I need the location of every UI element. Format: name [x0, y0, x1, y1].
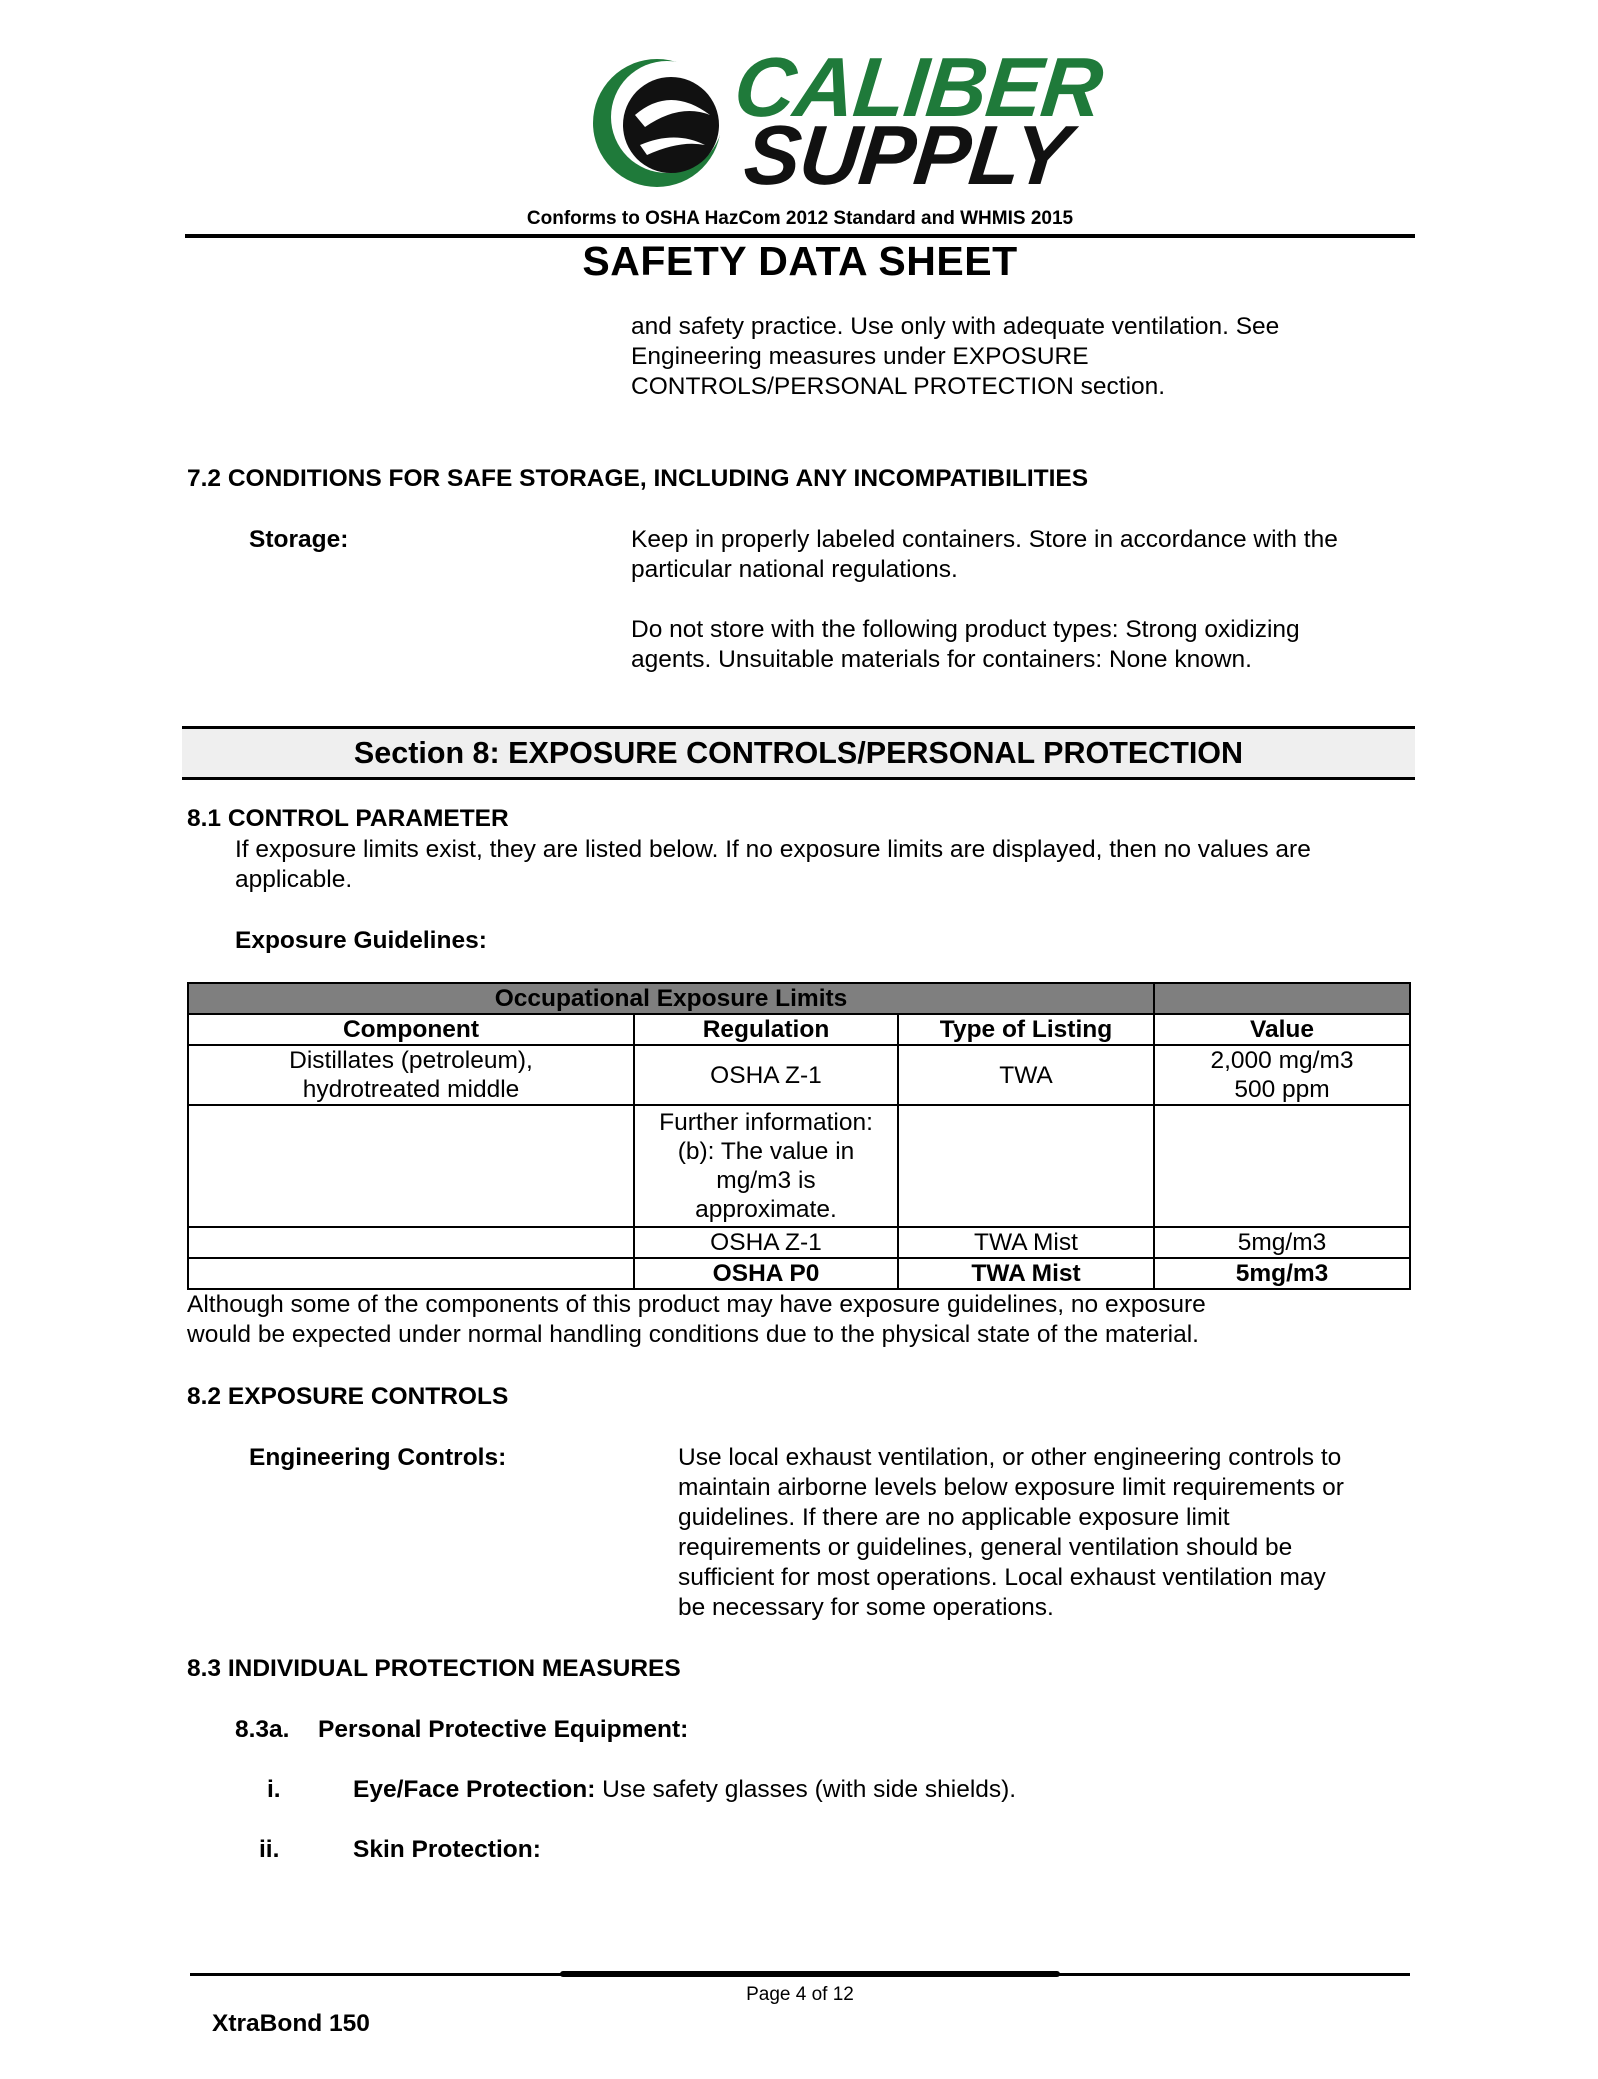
exposure-controls-heading: 8.2 EXPOSURE CONTROLS — [187, 1383, 509, 1410]
section-8-title: Section 8: EXPOSURE CONTROLS/PERSONAL PROTECTION — [353, 736, 1244, 770]
company-logo — [585, 40, 1107, 202]
table-cell — [898, 1105, 1154, 1227]
table-cell: Distillates (petroleum), hydrotreated middle — [188, 1045, 634, 1105]
table-cell: 5mg/m3 — [1154, 1258, 1410, 1289]
handling-continued: and safety practice. Use only with adequate ventilation. See Engineering measures under EXPOSURE CONTROLS/PERSONAL PROTECTION section. — [631, 313, 1280, 400]
table-cell: TWA Mist — [898, 1258, 1154, 1289]
ppe-subheading-number: 8.3a. — [235, 1716, 290, 1743]
table-row — [188, 1258, 1410, 1289]
control-parameter-heading: 8.1 CONTROL PARAMETER — [187, 805, 509, 832]
table-cell: TWA — [898, 1045, 1154, 1105]
table-cell: 2,000 mg/m3 500 ppm — [1154, 1045, 1410, 1105]
storage-label: Storage: — [249, 526, 349, 553]
column-header: Component — [188, 1014, 634, 1045]
table-group-header-row — [188, 983, 1410, 1014]
table-cell: OSHA Z-1 — [634, 1227, 898, 1258]
column-header: Value — [1154, 1014, 1410, 1045]
eye-protection-item: Eye/Face Protection: Use safety glasses (with side shields). — [353, 1776, 1017, 1803]
table-header-row — [188, 1014, 1410, 1045]
table-cell — [188, 1258, 634, 1289]
swoosh-logo-icon — [585, 45, 735, 195]
table-cell: Further information: (b): The value in mg/m3 is approximate. — [634, 1105, 898, 1227]
column-header: Regulation — [634, 1014, 898, 1045]
table-cell: 5mg/m3 — [1154, 1227, 1410, 1258]
table-cell — [188, 1227, 634, 1258]
table-cell: OSHA Z-1 — [634, 1045, 898, 1105]
footer-divider-accent — [560, 1971, 1060, 1977]
table-row — [188, 1045, 1410, 1105]
engineering-controls-text: Use local exhaust ventilation, or other engineering controls to maintain airborne levels below exposure limit requirements or guidelines. If there are no applicable exposure limit requirements or guidelines, general ventilation should be sufficient for most operations. Local exhaust ventilation may be necessary for some operations. — [678, 1444, 1344, 1621]
table-cell: OSHA P0 — [634, 1258, 898, 1289]
table-cell — [188, 1105, 634, 1227]
document-title: SAFETY DATA SHEET — [582, 238, 1018, 284]
table-row — [188, 1227, 1410, 1258]
product-name: XtraBond 150 — [212, 2010, 370, 2037]
table-footnote: Although some of the components of this product may have exposure guidelines, no exposure would be expected under normal handling conditions due to the physical state of the material. — [187, 1291, 1206, 1348]
individual-protection-heading: 8.3 INDIVIDUAL PROTECTION MEASURES — [187, 1655, 681, 1682]
table-cell: TWA Mist — [898, 1227, 1154, 1258]
group-header-blank — [1154, 983, 1410, 1014]
section-8-header — [182, 726, 1415, 780]
ppe-subheading: Personal Protective Equipment: — [318, 1716, 689, 1743]
eye-protection-number: i. — [267, 1776, 281, 1803]
storage-text: Keep in properly labeled containers. Store in accordance with the particular national regulations. Do not store with the following product types: Strong oxidizing agents. Unsuitable materials for containers: None known. — [631, 526, 1338, 673]
logo-text-caliber: CALIBER — [730, 40, 1107, 134]
control-parameter-text: If exposure limits exist, they are listed below. If no exposure limits are displayed, then no values are applicable. — [235, 836, 1311, 893]
table-row — [188, 1105, 1410, 1227]
table-cell — [1154, 1105, 1410, 1227]
exposure-limits-table — [187, 982, 1411, 1290]
group-header-cell: Occupational Exposure Limits — [188, 983, 1154, 1014]
conformance-statement: Conforms to OSHA HazCom 2012 Standard and WHMIS 2015 — [526, 208, 1074, 229]
page-number: Page 4 of 12 — [746, 1984, 854, 2005]
storage-heading: 7.2 CONDITIONS FOR SAFE STORAGE, INCLUDING ANY INCOMPATIBILITIES — [187, 465, 1089, 492]
exposure-guidelines-label: Exposure Guidelines: — [235, 927, 487, 954]
skin-protection-label: Skin Protection: — [353, 1836, 541, 1863]
engineering-controls-label: Engineering Controls: — [249, 1444, 507, 1471]
skin-protection-number: ii. — [259, 1836, 280, 1863]
column-header: Type of Listing — [898, 1014, 1154, 1045]
logo-text-supply: SUPPLY — [740, 108, 1074, 202]
